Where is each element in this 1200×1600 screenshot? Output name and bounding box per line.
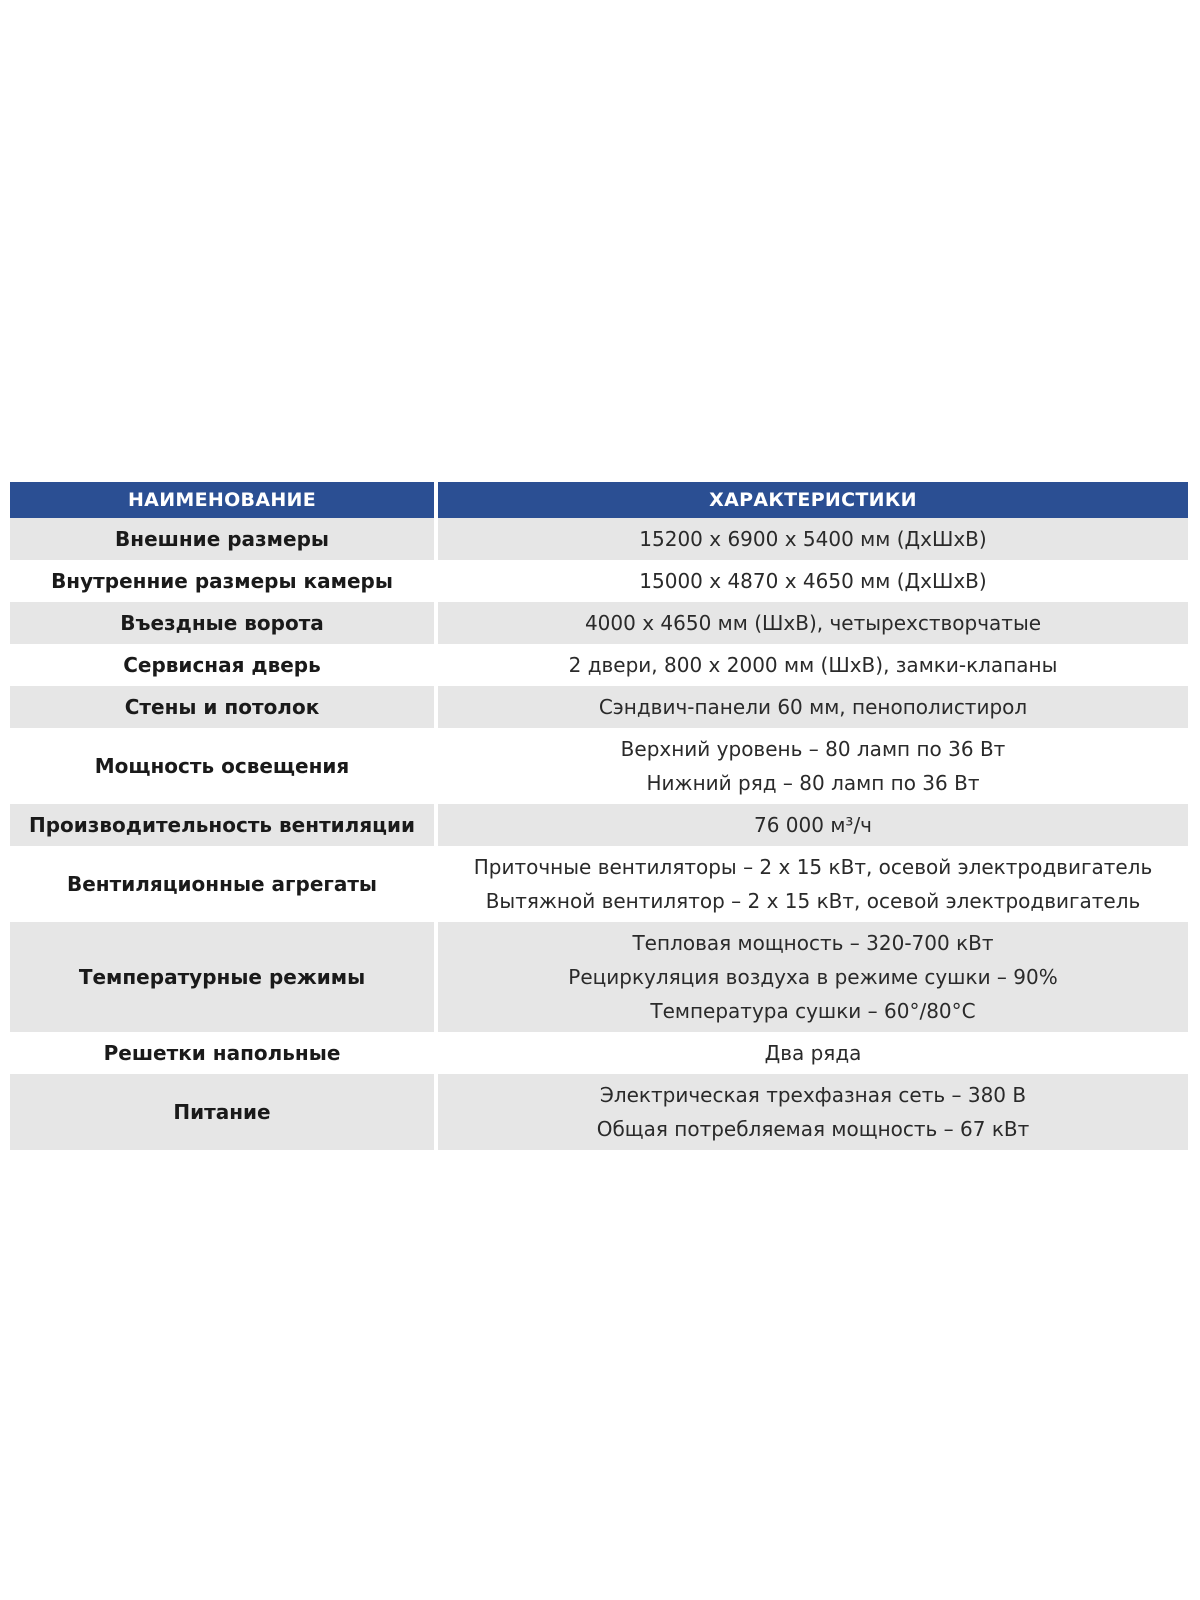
table-row [10,602,1188,644]
value-line: 15000 х 4870 х 4650 мм (ДхШхВ) [639,569,987,593]
spec-table [10,482,1188,1150]
table-row [10,728,1188,804]
table-row [10,644,1188,686]
row-name: Внутренние размеры камеры [10,560,438,602]
table-row [10,560,1188,602]
value-line: Тепловая мощность – 320-700 кВт [632,931,994,955]
row-value [438,686,1188,728]
row-name: Питание [10,1074,438,1150]
row-name: Производительность вентиляции [10,804,438,846]
value-line: 4000 х 4650 мм (ШхВ), четырехстворчатые [584,611,1042,635]
row-value [438,560,1188,602]
table-row [10,1032,1188,1074]
column-header-name: НАИМЕНОВАНИЕ [10,482,438,518]
value-line: Рециркуляция воздуха в режиме сушки – 90% [568,965,1058,989]
table-row [10,922,1188,1032]
value-line: 2 двери, 800 х 2000 мм (ШхВ), замки-клапаны [568,653,1058,677]
row-name: Стены и потолок [10,686,438,728]
value-line: Вытяжной вентилятор – 2 х 15 кВт, осевой электродвигатель [485,889,1141,913]
table-header-row [10,482,1188,518]
row-value [438,922,1188,1032]
value-line: Температура сушки – 60°/80°С [650,999,976,1023]
row-name: Въездные ворота [10,602,438,644]
row-name: Внешние размеры [10,518,438,560]
row-value [438,1074,1188,1150]
row-name: Сервисная дверь [10,644,438,686]
value-line: 15200 х 6900 х 5400 мм (ДхШхВ) [639,527,987,551]
row-value [438,846,1188,922]
table-row [10,686,1188,728]
row-name: Температурные режимы [10,922,438,1032]
table-row [10,804,1188,846]
value-line: Общая потребляемая мощность – 67 кВт [596,1117,1030,1141]
row-value [438,602,1188,644]
table-row [10,846,1188,922]
table-row [10,1074,1188,1150]
value-line: Два ряда [764,1041,862,1065]
row-value [438,644,1188,686]
row-name: Решетки напольные [10,1032,438,1074]
column-header-value: ХАРАКТЕРИСТИКИ [438,482,1188,518]
value-line: 76 000 м³/ч [754,813,872,837]
row-name: Вентиляционные агрегаты [10,846,438,922]
value-line: Нижний ряд – 80 ламп по 36 Вт [646,771,980,795]
table-row [10,518,1188,560]
value-line: Электрическая трехфазная сеть – 380 В [599,1083,1027,1107]
value-line: Сэндвич-панели 60 мм, пенополистирол [598,695,1028,719]
value-line: Верхний уровень – 80 ламп по 36 Вт [620,737,1006,761]
value-line: Приточные вентиляторы – 2 х 15 кВт, осевой электродвигатель [473,855,1153,879]
row-name: Мощность освещения [10,728,438,804]
row-value [438,1032,1188,1074]
row-value [438,518,1188,560]
row-value [438,804,1188,846]
row-value [438,728,1188,804]
